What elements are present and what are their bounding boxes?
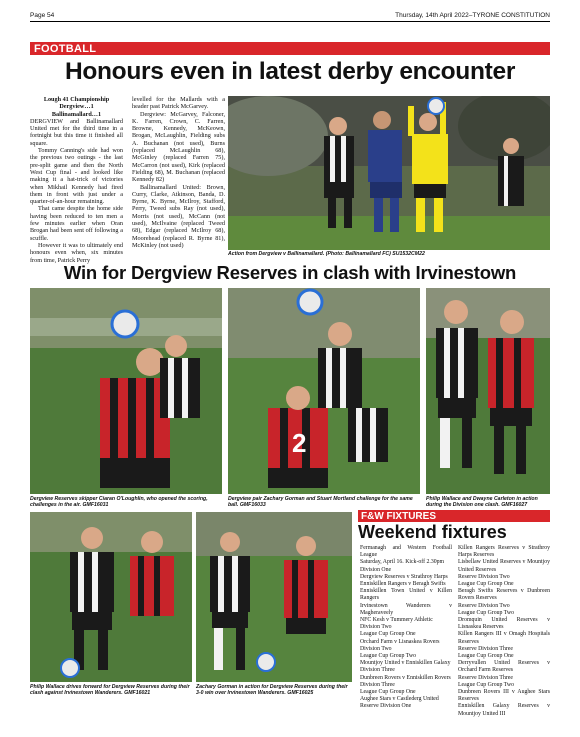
caption-bottom-left: Philip Wallace drives forward for Dergview Reserves during their clash against Irvinestown Wanderers. GMF16021	[30, 684, 190, 696]
article-paragraph: Lough 41 Championship	[43, 96, 110, 103]
fixture-line: Enniskillen Town United v Killen Rangers	[360, 588, 452, 602]
fixture-line: Orchard Farm v Lisnaskea Rovers	[360, 638, 440, 645]
fixture-line: Reserve Division Two	[458, 573, 510, 580]
section-bar-football	[30, 42, 550, 55]
article-paragraph: Dergview: McGarvey, Falconer, K. Farren, Crown, C. Farren, Browne, Kennedy, McKeown, Brogan, McLaughlin, Fielding subs A. Buchanan (not used), Burns (replaced McLaughlin 68), McGinley (replaced Farren 75), McCarron (not used), Kirk (replaced Fielding 68), M. Buchanan (replaced Kennedy 82)	[132, 110, 225, 184]
page-header	[30, 8, 550, 22]
article-paragraph: DERGVIEW and Ballinamallard United met for the third time in a fortnight but this time it finished all square.	[30, 117, 123, 147]
fixture-line: Saturday, April 16. Kick-off 2.30pm	[360, 559, 445, 566]
fixture-line: League Cup Group One	[360, 631, 416, 638]
article-column-1	[30, 96, 123, 264]
fixture-line: Division Two	[360, 624, 392, 631]
fixture-line: Mountjoy United v Enniskillen Galaxy	[360, 660, 451, 667]
photo-derby-action	[228, 96, 550, 250]
fixture-line: League Cup Group Two	[360, 653, 416, 660]
article-paragraph: Ballinamallard…1	[51, 110, 102, 118]
caption-mid-center: Dergview pair Zachary Gorman and Stuart Mortland challenge for the same ball. GMF16033	[228, 496, 413, 508]
fixture-line: League Cup Group Two	[458, 609, 514, 616]
fixture-line: Dergview Reserves v Strathroy Harps	[360, 573, 448, 580]
fixture-line: Division Two	[360, 645, 392, 652]
fixtures-list	[360, 545, 550, 730]
photo-division-one-clash	[426, 288, 550, 494]
article-paragraph: That came despite the home side having been reduced to ten men a few minutes earlier when Oran Brogan had been sent off following a scuffle.	[30, 205, 123, 242]
caption-mid-left: Dergview Reserves skipper Ciaran O'Loughlin, who opened the scoring, challenges in the air. GMF16031	[30, 496, 208, 508]
fixture-line: Lisbellaw United Reserves v Mountjoy United Reserves	[458, 559, 550, 573]
fixture-line: Aughee Stars v Castlederg United	[360, 696, 439, 703]
caption-top-photo: Action from Dergview v Ballinamallard. (Photo: Ballinamallard FC) SU1532CM22	[228, 251, 425, 257]
fixtures-column-2	[458, 545, 550, 730]
fixture-line: Fermanagh and Western Football League	[360, 545, 452, 559]
photo-gorman-action	[196, 512, 352, 682]
caption-mid-right: Philip Wallace and Dwayne Carleton in action during the Division one clash. GMF16027	[426, 496, 538, 508]
main-headline: Honours even in latest derby encounter	[64, 58, 516, 85]
caption-bottom-center: Zachary Gorman in action for Dergview Reserves during their 3-0 win over Irvinestown Wanderers. GMF16025	[196, 684, 348, 696]
fixture-line: Division Three	[360, 667, 395, 674]
photo-reserves-header-challenge	[30, 288, 222, 494]
fixture-line: Reserve Division One	[360, 703, 412, 710]
fixture-line: League Cup Group One	[360, 689, 416, 696]
fixture-line: Irvinestown Wanderers v Magheraveely	[360, 602, 452, 616]
fixture-line: League Cup Group One	[458, 581, 514, 588]
fixtures-column-1	[360, 545, 452, 730]
article-paragraph: Ballinamallard United: Brown, Curry, Clarke, Atkinson, Banda, D. Byrne, K. Byrne, McIlroy, Stafford, Perry, Tweed subs Ray (not used), Morris (not used), McCann (not used), McIlvaine (replaced Tweed 68), Edgar (replaced McIlroy 68), Moorehead (replaced R. Byrne 81), McKinley (not used)	[132, 183, 225, 249]
fixture-line: Killen Rangers III v Omagh Hospitals Reserves	[458, 631, 550, 645]
fixture-line: Dromquin United Reserves v Lisnaskea Reserves	[458, 617, 550, 631]
fixtures-title: Weekend fixtures	[358, 522, 507, 542]
fixture-line: Killen Rangers Reserves v Strathroy Harps Reserves	[458, 545, 550, 559]
fixture-line: Dunbreen Rovers v Enniskillen Rovers	[360, 674, 451, 681]
page-number: Page 54	[30, 12, 55, 19]
article-paragraph: However it was to ultimately end honours even when, six minutes from time, Patrick Perry	[30, 241, 123, 264]
photo-reserves-pair-challenge	[228, 288, 420, 494]
article-column-2	[132, 96, 225, 260]
article-paragraph: levelled for the Mallards with a header past Patrick McGarvey.	[132, 96, 225, 111]
secondary-headline: Win for Dergview Reserves in clash with Irvinestown	[63, 262, 517, 283]
fixture-line: Division Three	[360, 681, 395, 688]
fixture-line: Reserve Division Three	[458, 645, 513, 652]
fixture-line: Enniskillen Rangers v Beragh Swifts	[360, 581, 446, 588]
fixture-line: League Cup Group Two	[458, 681, 514, 688]
fixture-line: Reserve Division Two	[458, 602, 510, 609]
fixtures-bar-label: F&W FIXTURES	[361, 510, 436, 522]
section-label: FOOTBALL	[34, 42, 97, 55]
article-paragraph: Dergview…1	[59, 103, 94, 111]
fixture-line: League Cup Group One	[458, 653, 514, 660]
fixture-line: Reserve Division Three	[458, 674, 513, 681]
photo-wallace-drives-forward	[30, 512, 192, 682]
fixture-line: Division One	[360, 566, 392, 573]
fixture-line: Beragh Swifts Reserves v Dunbreen Rovers Reserves	[458, 588, 550, 602]
article-body	[30, 96, 225, 264]
fixture-line: Derryvullen United Reserves v Orchard Farm Reserves	[458, 660, 550, 674]
fixture-line: Enniskillen Galaxy Reserves v Mountjoy United III	[458, 703, 550, 717]
svg-text:2: 2	[292, 428, 307, 458]
fixtures-bar	[358, 510, 550, 522]
article-paragraph: Tommy Canning's side had won the previous two outings - the last pre-split game and then the North West Cup final - and looked like making it a hat-trick of victories when Mikhail Kennedy had fired them in front with just under a quarter-of-an-hour remaining.	[30, 147, 123, 206]
fixture-line: Dunbreen Rovers III v Aughee Stars Reserves	[458, 689, 550, 703]
fixture-line: NFC Kesh v Tummery Athletic	[360, 617, 433, 624]
page-date-paper: Thursday, 14th April 2022–TYRONE CONSTITUTION	[395, 12, 550, 19]
